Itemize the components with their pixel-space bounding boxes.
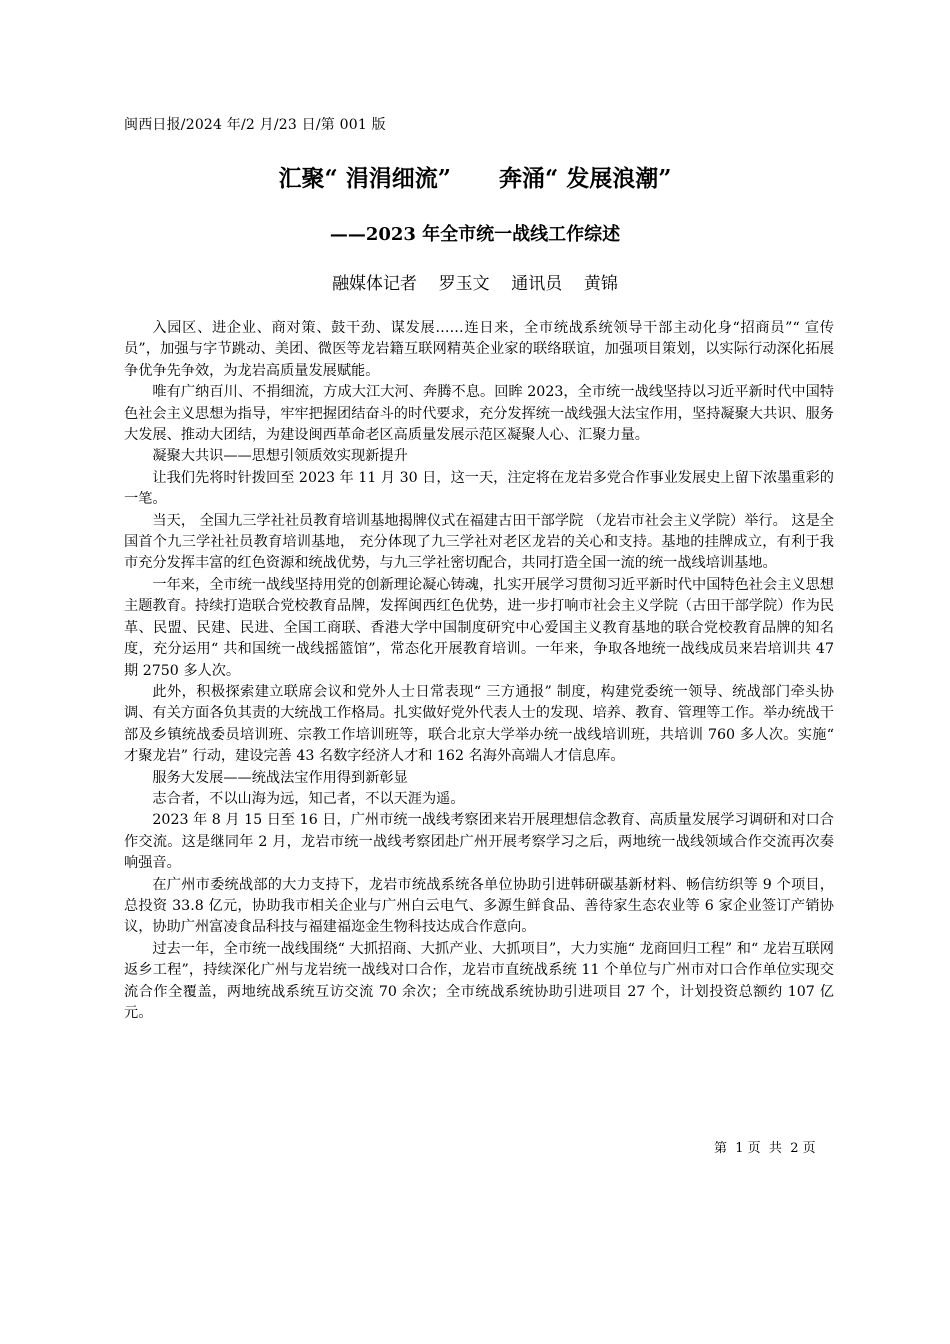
section-heading: 服务大发展——统战法宝作用得到新彰显 <box>152 769 408 786</box>
article-title: 汇聚“ 涓涓细流” 奔涌“ 发展浪潮” <box>278 165 672 192</box>
article-byline: 融媒体记者 罗玉文 通讯员 黄锦 <box>332 274 618 294</box>
page-number-footer: 第 1 页 共 2 页 <box>714 1141 816 1156</box>
section-heading: 凝聚大共识——思想引领质效实现新提升 <box>152 448 408 465</box>
paragraph: 唯有广纳百川、不捐细流，方成大江大河、奔腾不息。回眸 2023，全市统一战线坚持以习近平新时代中国特色社会主义思想为指导，牢牢把握团结奋斗的时代要求，充分发挥统一战线强大法宝作用，坚持凝聚大共识、服务大发展、推动大团结，为建设闽西革命老区高质量发展示范区凝聚人心、汇聚力量。 <box>124 384 834 444</box>
paragraph: 在广州市委统战部的大力支持下，龙岩市统战系统各单位协助引进韩研碳基新材料、畅信纺织等 9 个项目，总投资 33.8 亿元，协助我市相关企业与广州白云电气、多源生鲜食品、善待家生态农业等 6 家企业签订产销协议，协助广州富凌食品科技与福建福迩金生物科技达成合作意向。 <box>124 876 834 936</box>
paragraph: 此外，积极探索建立联席会议和党外人士日常表现“ 三方通报” 制度，构建党委统一领导、统战部门牵头协调、有关方面各负其责的大统战工作格局。扎实做好党外代表人士的发现、培养、教育、管理等工作。举办统战干部及乡镇统战委员培训班、宗教工作培训班等，联合北京大学举办统一战线培训班，共培训 760 多人次。实施“ 才聚龙岩” 行动，建设完善 43 名数字经济人才和 162 名海外高端人才信息库。 <box>124 683 834 765</box>
paragraph: 一年来，全市统一战线坚持用党的创新理论凝心铸魂，扎实开展学习贯彻习近平新时代中国特色社会主义思想主题教育。持续打造联合党校教育品牌，发挥闽西红色优势，进一步打响市社会主义学院（古田干部学院）作为民革、民盟、民建、民进、全国工商联、香港大学中国制度研究中心爱国主义教育基地的联合党校教育品牌的知名度，充分运用“ 共和国统一战线摇篮馆”，常态化开展教育培训。一年来，争取各地统一战线成员来岩培训共 47 期 2750 多人次。 <box>124 576 834 679</box>
paragraph: 入园区、进企业、商对策、鼓干劲、谋发展……连日来，全市统战系统领导干部主动化身“招商员”“ 宣传员”，加强与字节跳动、美团、微医等龙岩籍互联网精英企业家的联络联谊，加强项目策划，以实际行动深化拓展争优争先争效，为龙岩高质量发展赋能。 <box>124 320 834 379</box>
newspaper-source-line: 闽西日报/2024 年/2 月/23 日/第 001 版 <box>124 117 386 133</box>
paragraph: 当天， 全国九三学社社员教育培训基地揭牌仪式在福建古田干部学院 （龙岩市社会主义学院）举行。 这是全国首个九三学社社员教育培训基地， 充分体现了九三学社对老区龙岩的关心和支持。基地的挂牌成立，有利于我市充分发挥丰富的红色资源和统战优势，与九三学社密切配合，共同打造全国一流的统一战线培训基地。 <box>124 512 834 572</box>
article-body <box>124 318 834 1024</box>
paragraph: 志合者，不以山海为远，知己者，不以天涯为遥。 <box>152 790 465 807</box>
paragraph: 让我们先将时针拨回至 2023 年 11 月 30 日，这一天，注定将在龙岩多党合作事业发展史上留下浓墨重彩的一笔。 <box>124 469 834 508</box>
paragraph: 过去一年，全市统一战线围绕“ 大抓招商、大抓产业、大抓项目”，大力实施“ 龙商回归工程” 和“ 龙岩互联网返乡工程”，持续深化广州与龙岩统一战线对口合作，龙岩市直统战系统 11 个单位与广州市对口合作单位实现交流合作全覆盖，两地统战系统互访交流 70 余次；全市统战系统协助引进项目 27 个，计划投资总额约 107 亿元。 <box>124 940 834 1021</box>
article-subtitle: ——2023 年全市统一战线工作综述 <box>329 224 621 245</box>
paragraph: 2023 年 8 月 15 日至 16 日，广州市统一战线考察团来岩开展理想信念教育、高质量发展学习调研和对口合作交流。这是继同年 2 月，龙岩市统一战线考察团赴广州开展考察学习之后，两地统一战线领域合作交流再次奏响强音。 <box>124 812 834 872</box>
